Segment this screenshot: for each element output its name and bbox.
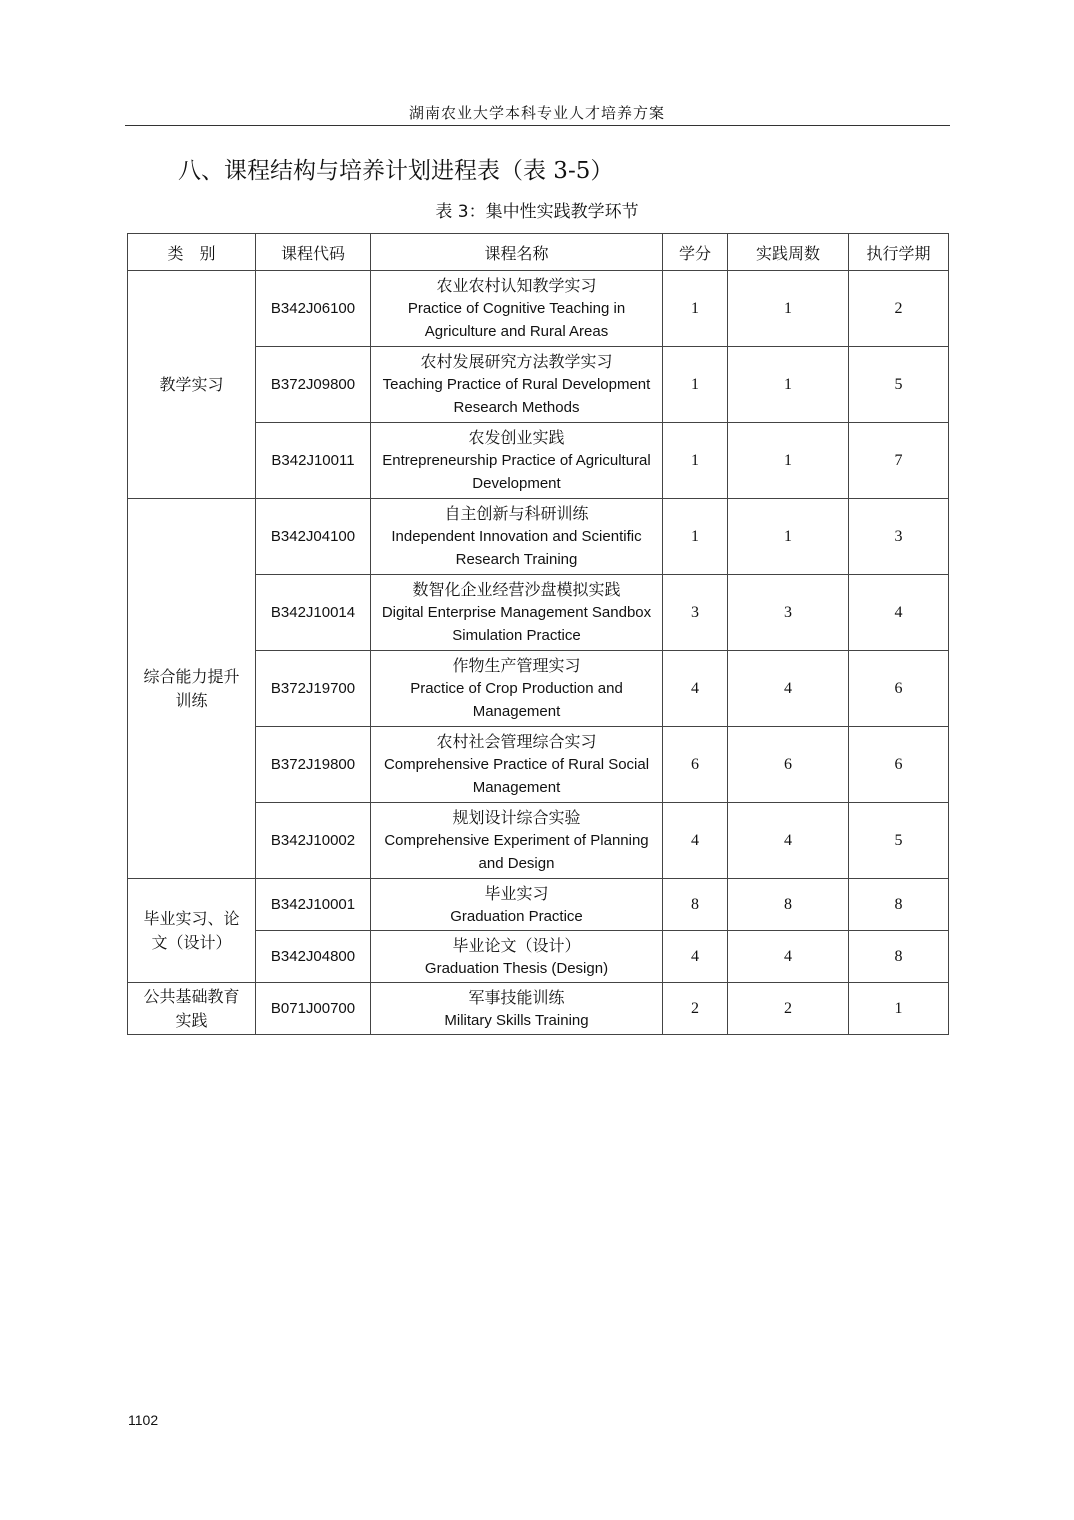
table-row	[128, 879, 949, 931]
column-header-credits: 学分	[663, 234, 728, 271]
course-name-cell	[371, 499, 663, 575]
page-number: 1102	[128, 1412, 159, 1428]
practice-weeks: 6	[728, 727, 849, 803]
credits: 4	[663, 803, 728, 879]
credits: 1	[663, 499, 728, 575]
course-code: B372J09800	[256, 347, 371, 423]
semester: 6	[849, 727, 949, 803]
category-cell: 毕业实习、论文（设计）	[128, 879, 256, 983]
course-name-zh: 数智化企业经营沙盘模拟实践	[412, 580, 621, 599]
semester: 8	[849, 879, 949, 931]
semester: 2	[849, 271, 949, 347]
course-name-en: Comprehensive Practice of Rural Social Management	[383, 756, 650, 796]
credits: 4	[663, 651, 728, 727]
table-row	[128, 983, 949, 1035]
course-name-en: Comprehensive Experiment of Planning and Design	[384, 832, 649, 872]
course-name-en: Entrepreneurship Practice of Agricultural Development	[382, 452, 651, 492]
course-name-zh: 农村社会管理综合实习	[436, 732, 597, 751]
credits: 1	[663, 423, 728, 499]
table-row	[128, 499, 949, 575]
semester: 3	[849, 499, 949, 575]
course-name-zh: 毕业论文（设计）	[452, 935, 581, 955]
semester: 4	[849, 575, 949, 651]
semester: 5	[849, 803, 949, 879]
course-name-en: Graduation Practice	[450, 907, 583, 925]
practice-weeks: 4	[728, 931, 849, 983]
column-header-category: 类 别	[128, 234, 256, 271]
semester: 6	[849, 651, 949, 727]
practice-weeks: 1	[728, 347, 849, 423]
semester: 7	[849, 423, 949, 499]
course-code: B342J04100	[256, 499, 371, 575]
practice-weeks: 1	[728, 423, 849, 499]
course-name-cell	[371, 651, 663, 727]
column-header-weeks: 实践周数	[728, 234, 849, 271]
practice-weeks: 1	[728, 499, 849, 575]
course-name-zh: 自主创新与科研训练	[444, 504, 589, 523]
course-name-cell	[371, 575, 663, 651]
course-name-en: Practice of Cognitive Teaching in Agriculture and Rural Areas	[407, 300, 626, 340]
table-row	[128, 271, 949, 347]
course-name-zh: 农村发展研究方法教学实习	[420, 352, 613, 371]
credits: 2	[663, 983, 728, 1035]
course-name-cell	[371, 347, 663, 423]
course-code: B342J10011	[256, 423, 371, 499]
course-name-cell	[371, 931, 663, 983]
semester: 1	[849, 983, 949, 1035]
credits: 3	[663, 575, 728, 651]
course-name-zh: 农发创业实践	[468, 428, 565, 447]
practice-weeks: 8	[728, 879, 849, 931]
course-name-cell	[371, 803, 663, 879]
semester: 5	[849, 347, 949, 423]
course-name-zh: 毕业实习	[484, 883, 549, 903]
course-code: B342J06100	[256, 271, 371, 347]
course-name-zh: 军事技能训练	[468, 987, 565, 1007]
course-name-en: Military Skills Training	[444, 1011, 589, 1029]
course-code: B342J10002	[256, 803, 371, 879]
course-name-en: Graduation Thesis (Design)	[424, 959, 609, 977]
course-name-cell	[371, 879, 663, 931]
course-code: B342J10001	[256, 879, 371, 931]
table-caption: 表 3：集中性实践教学环节	[435, 202, 639, 222]
course-code: B372J19800	[256, 727, 371, 803]
credits: 4	[663, 931, 728, 983]
practice-course-table	[127, 233, 949, 1035]
course-name-en: Practice of Crop Production and Management	[410, 680, 623, 720]
credits: 6	[663, 727, 728, 803]
course-name-en: Independent Innovation and Scientific Research Training	[391, 528, 642, 568]
course-name-cell	[371, 271, 663, 347]
course-name-zh: 规划设计综合实验	[452, 808, 581, 827]
credits: 8	[663, 879, 728, 931]
category-cell: 公共基础教育实践	[128, 983, 256, 1035]
practice-weeks: 4	[728, 803, 849, 879]
credits: 1	[663, 347, 728, 423]
category-cell: 综合能力提升训练	[128, 499, 256, 879]
course-code: B342J10014	[256, 575, 371, 651]
category-cell: 教学实习	[128, 271, 256, 499]
semester: 8	[849, 931, 949, 983]
course-name-cell	[371, 983, 663, 1035]
course-code: B342J04800	[256, 931, 371, 983]
practice-weeks: 2	[728, 983, 849, 1035]
course-name-en: Digital Enterprise Management Sandbox Simulation Practice	[381, 604, 652, 644]
course-name-cell	[371, 423, 663, 499]
course-name-zh: 作物生产管理实习	[452, 656, 581, 675]
practice-weeks: 4	[728, 651, 849, 727]
course-code: B372J19700	[256, 651, 371, 727]
course-name-en: Teaching Practice of Rural Development Research Methods	[382, 376, 651, 416]
column-header-code: 课程代码	[256, 234, 371, 271]
credits: 1	[663, 271, 728, 347]
course-name-zh: 农业农村认知教学实习	[436, 276, 597, 295]
header-rule	[125, 125, 950, 126]
practice-weeks: 3	[728, 575, 849, 651]
course-name-cell	[371, 727, 663, 803]
running-header: 湖南农业大学本科专业人才培养方案	[408, 104, 665, 122]
table-header-row	[128, 234, 949, 271]
practice-weeks: 1	[728, 271, 849, 347]
section-title: 八、课程结构与培养计划进程表（表 3-5）	[178, 158, 614, 184]
course-code: B071J00700	[256, 983, 371, 1035]
column-header-semester: 执行学期	[849, 234, 949, 271]
column-header-name: 课程名称	[371, 234, 663, 271]
